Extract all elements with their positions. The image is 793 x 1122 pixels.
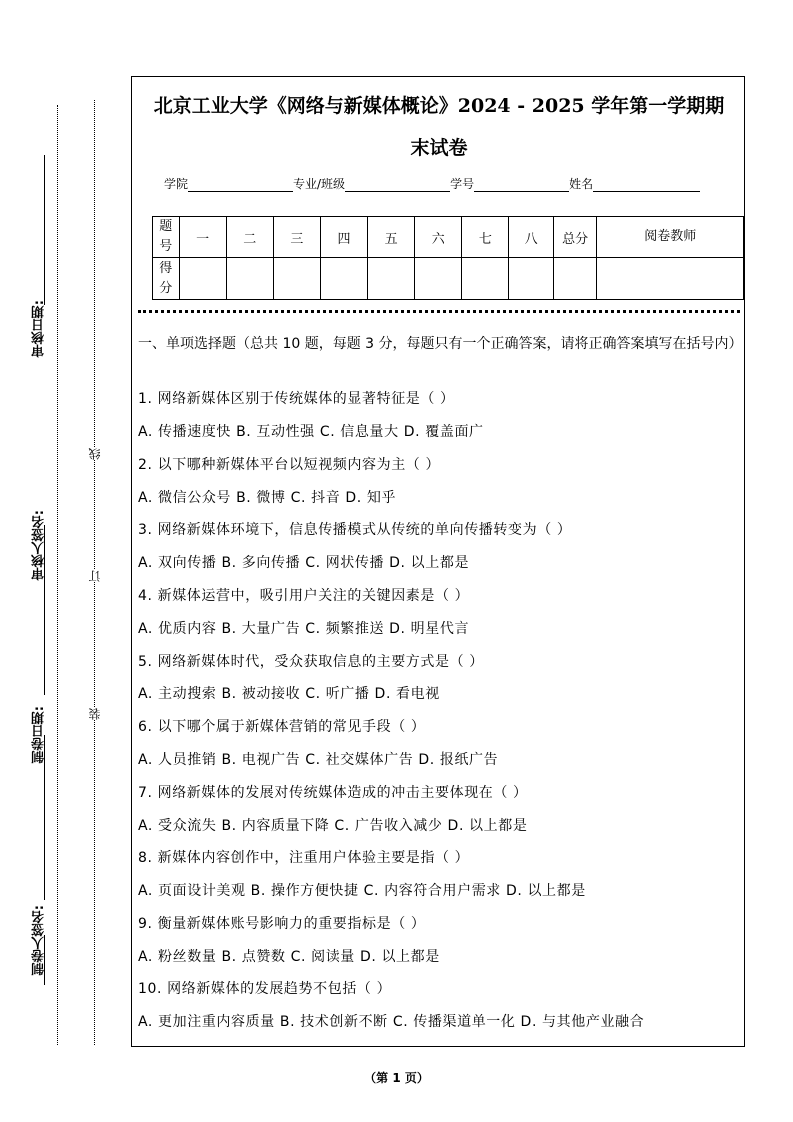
score-cell[interactable] (462, 258, 509, 300)
col-header: 四 (320, 217, 367, 258)
score-cell[interactable] (509, 258, 553, 300)
col-header: 八 (509, 217, 553, 258)
score-cell[interactable] (179, 258, 226, 300)
question-options: A. 主动搜索 B. 被动接收 C. 听广播 D. 看电视 (138, 686, 440, 702)
question-options: A. 人员推销 B. 电视广告 C. 社交媒体广告 D. 报纸广告 (138, 752, 499, 768)
exam-title-cont: 末试卷 (410, 137, 468, 159)
exam-title: 北京工业大学《网络与新媒体概论》2024 - 2025 学年第一学期期 (153, 95, 725, 117)
section-title: 一、单项选择题（总共 10 题，每题 3 分，每题只有一个正确答案，请将正确答案填写在括号内） (138, 336, 743, 352)
name-field[interactable] (593, 179, 700, 192)
bind-mark-line: 线 (88, 448, 102, 460)
question-options: A. 双向传播 B. 多向传播 C. 网状传播 D. 以上都是 (138, 555, 470, 571)
field-label-id: 学号 (450, 177, 475, 191)
row-label-score: 得分 (153, 258, 180, 300)
maker-date-label: 制卷日期: (32, 706, 47, 764)
col-header: 五 (368, 217, 415, 258)
col-header-total: 总分 (553, 217, 597, 258)
question-options: A. 微信公众号 B. 微博 C. 抖音 D. 知乎 (138, 490, 397, 506)
signature-line (44, 155, 45, 305)
question-options: A. 更加注重内容质量 B. 技术创新不断 C. 传播渠道单一化 D. 与其他产业融合 (138, 1014, 645, 1030)
score-cell[interactable] (320, 258, 367, 300)
question-options: A. 粉丝数量 B. 点赞数 C. 阅读量 D. 以上都是 (138, 949, 440, 965)
question-text: 6. 以下哪个属于新媒体营销的常见手段（ ） (138, 719, 426, 735)
field-label-college: 学院 (164, 177, 189, 191)
score-cell[interactable] (368, 258, 415, 300)
score-table-score-row (153, 258, 744, 300)
col-header: 六 (415, 217, 462, 258)
question-options: A. 优质内容 B. 大量广告 C. 频繁推送 D. 明星代言 (138, 621, 470, 637)
score-cell[interactable] (415, 258, 462, 300)
question-options: A. 受众流失 B. 内容质量下降 C. 广告收入减少 D. 以上都是 (138, 818, 528, 834)
field-label-major: 专业/班级 (293, 177, 346, 191)
question-text: 7. 网络新媒体的发展对传统媒体造成的冲击主要体现在（ ） (138, 785, 528, 801)
bind-mark-order: 订 (88, 570, 102, 582)
question-text: 8. 新媒体内容创作中，注重用户体验主要是指（ ） (138, 850, 470, 866)
col-header: 一 (179, 217, 226, 258)
col-header: 七 (462, 217, 509, 258)
question-text: 4. 新媒体运营中，吸引用户关注的关键因素是（ ） (138, 588, 470, 604)
score-table-header-row (153, 217, 744, 258)
question-text: 1. 网络新媒体区别于传统媒体的显著特征是（ ） (138, 391, 455, 407)
major-class-field[interactable] (345, 179, 450, 192)
score-table (152, 216, 744, 300)
question-text: 9. 衡量新媒体账号影响力的重要指标是（ ） (138, 916, 426, 932)
reviewer-sign-label: 审核人签名: (32, 510, 47, 581)
bind-mark-pack: 装 (88, 708, 102, 720)
maker-sign-label: 制卷人签名: (32, 905, 47, 976)
student-info (164, 175, 700, 192)
field-label-name: 姓名 (569, 177, 594, 191)
col-header: 三 (273, 217, 320, 258)
score-cell[interactable] (273, 258, 320, 300)
score-cell-grader[interactable] (597, 258, 744, 300)
row-label-question-no: 题号 (153, 217, 180, 258)
question-text: 10. 网络新媒体的发展趋势不包括（ ） (138, 981, 392, 997)
student-id-field[interactable] (474, 179, 569, 192)
question-text: 2. 以下哪种新媒体平台以短视频内容为主（ ） (138, 457, 441, 473)
col-header-grader: 阅卷教师 (597, 217, 744, 258)
margin-dotted-line (57, 105, 58, 1045)
binding-margin (0, 0, 128, 1122)
col-header: 二 (226, 217, 273, 258)
question-text: 5. 网络新媒体时代，受众获取信息的主要方式是（ ） (138, 654, 484, 670)
exam-page (131, 76, 745, 1047)
separator-dotted (138, 310, 740, 313)
score-cell[interactable] (226, 258, 273, 300)
question-options: A. 传播速度快 B. 互动性强 C. 信息量大 D. 覆盖面广 (138, 424, 484, 440)
page-number: （第 1 页） (364, 1071, 429, 1085)
question-text: 3. 网络新媒体环境下，信息传播模式从传统的单向传播转变为（ ） (138, 522, 572, 538)
college-field[interactable] (188, 179, 293, 192)
reviewer-date-label: 审核日期: (32, 300, 47, 358)
score-cell-total[interactable] (553, 258, 597, 300)
question-options: A. 页面设计美观 B. 操作方便快捷 C. 内容符合用户需求 D. 以上都是 (138, 883, 586, 899)
